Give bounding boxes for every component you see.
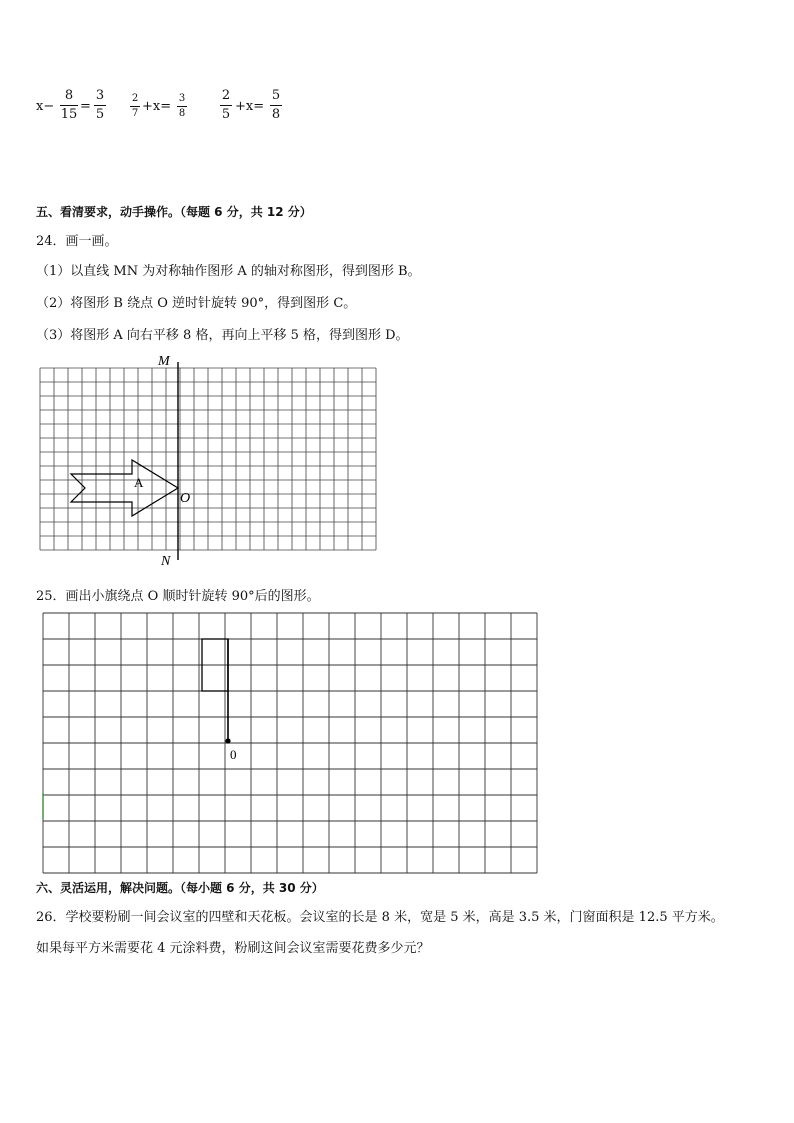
q24-grid-figure [30, 348, 390, 570]
q24-title: 24．画一画。 [36, 234, 118, 249]
q25-grid-figure [40, 610, 548, 874]
section-6-title: 六、灵活运用，解决问题。（每小题 6 分，共 30 分） [36, 881, 324, 895]
eq3-mid: +x= [235, 99, 265, 114]
point-label-0: 0 [230, 747, 237, 762]
point-o [225, 738, 230, 743]
point-label-o: O [180, 491, 191, 506]
axis-label-n: N [161, 554, 171, 569]
shape-a-label: A [134, 475, 144, 490]
q24-grid [40, 368, 376, 550]
q26-line-2: 如果每平方米需要花 4 元涂料费，粉刷这间会议室需要花费多少元？ [36, 941, 430, 956]
axis-label-m: M [158, 354, 170, 369]
q24-step-1: （1）以直线 MN 为对称轴作图形 A 的轴对称图形，得到图形 B。 [36, 264, 421, 279]
eq3-frac2: 5 8 [271, 88, 281, 122]
eq1-frac2: 3 5 [95, 88, 105, 122]
eq1-left: x− [36, 99, 55, 114]
q24-step-2: （2）将图形 B 绕点 O 逆时针旋转 90°，得到图形 C。 [36, 296, 357, 311]
eq2-frac2: 3 8 [178, 93, 186, 119]
eq3-frac1: 2 5 [221, 88, 231, 122]
eq2-frac1: 2 7 [131, 93, 139, 119]
q24-step-3: （3）将图形 A 向右平移 8 格，再向上平移 5 格，得到图形 D。 [36, 328, 409, 343]
eq2-mid: +x= [142, 99, 172, 114]
q25-title: 25．画出小旗绕点 O 顺时针旋转 90°后的图形。 [36, 589, 320, 604]
q25-grid [43, 613, 537, 873]
eq1-frac1: 8 15 [60, 88, 78, 122]
section-5-title: 五、看清要求，动手操作。（每题 6 分，共 12 分） [36, 205, 312, 219]
eq1-equals: = [80, 99, 91, 114]
q26-line-1: 26．学校要粉刷一间会议室的四壁和天花板。会议室的长是 8 米，宽是 5 米，高是 3.5 米，门窗面积是 12.5 平方米。 [36, 910, 724, 925]
